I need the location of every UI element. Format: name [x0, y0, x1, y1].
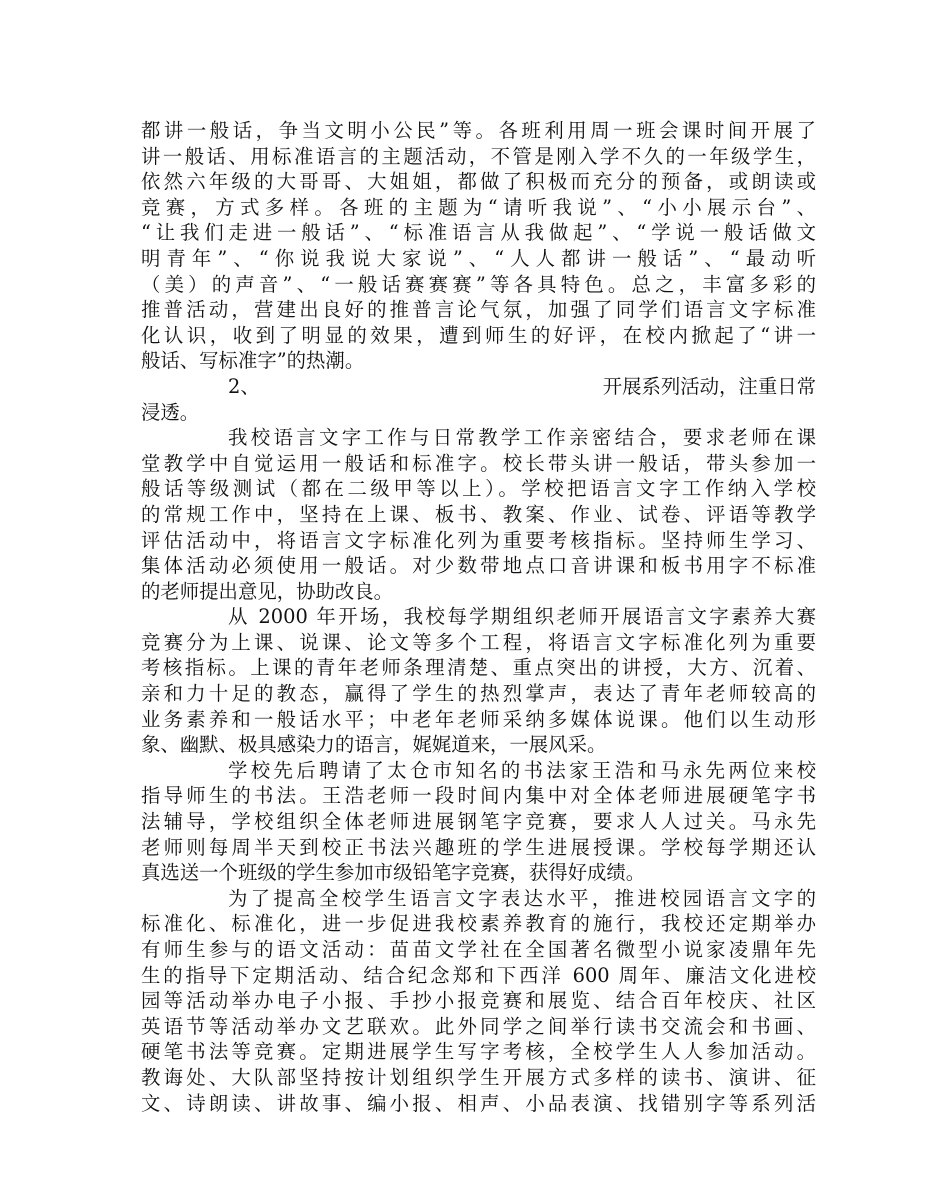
p5-line: 硬笔书法等竞赛。定期进展学生写字考核，全校学生人人参加活动。	[141, 1040, 816, 1064]
p1-line: 讲一般话、用标准语言的主题活动，不管是刚入学不久的一年级学生，	[141, 144, 816, 168]
p4-line: 指导师生的书法。王浩老师一段时间内集中对全体老师进展硬笔字书	[141, 784, 816, 808]
p3-line: 从 2000 年开场，我校每学期组织老师开展语言文字素养大赛	[228, 605, 816, 629]
p1-line: 推普活动，营建出良好的推普言论气氛，加强了同学们语言文字标准	[141, 298, 816, 322]
p4-line: 法辅导，学校组织全体老师进展钢笔字竞赛，要求人人过关。马永先	[141, 810, 816, 834]
p2-line: 评估活动中，将语言文字标准化列为重要考核指标。坚持师生学习、	[141, 528, 816, 552]
p3-line: 考核指标。上课的青年老师条理清楚、重点突出的讲授，大方、沉着、	[141, 656, 816, 680]
p3-line: 业务素养和一般话水平；中老年老师采纳多媒体说课。他们以生动形	[141, 707, 816, 731]
p2-line: 的常规工作中，坚持在上课、板书、教案、作业、试卷、评语等教学	[141, 502, 816, 526]
p2-line: 的老师提出意见，协助改良。	[141, 579, 394, 603]
p4-line: 学校先后聘请了太仓市知名的书法家王浩和马永先两位来校	[228, 758, 816, 782]
p4-line: 真选送一个班级的学生参加市级铅笔字竞赛，获得好成绩。	[141, 861, 646, 885]
body-text	[141, 118, 816, 1116]
p5-line: 园等活动举办电子小报、手抄小报竞赛和展览、结合百年校庆、社区	[141, 989, 816, 1013]
p5-line: 有师生参与的语文活动：苗苗文学社在全国著名微型小说家凌鼎年先	[141, 938, 816, 961]
p2-line: 堂教学中自觉运用一般话和标准字。校长带头讲一般话，带头参加一	[141, 451, 816, 475]
section-heading	[141, 374, 816, 400]
p5-line: 文、诗朗读、讲故事、编小报、相声、小品表演、找错别字等系列活	[141, 1091, 816, 1115]
p2-line: 集体活动必须使用一般话。对少数带地点口音讲课和板书用字不标准	[141, 554, 816, 578]
p2-line: 般话等级测试（都在二级甲等以上）。学校把语言文字工作纳入学校	[141, 477, 816, 501]
p1-line: 明青年”、“你说我说大家说”、“人人都讲一般话”、“最动听	[141, 246, 816, 270]
p1-line: 化认识，收到了明显的效果，遭到师生的好评，在校内掀起了“讲一	[141, 323, 816, 347]
p5-line: 英语节等活动举办文艺联欢。此外同学之间举行读书交流会和书画、	[141, 1014, 816, 1038]
p5-line: 为了提高全校学生语言文字表达水平，推进校园语言文字的	[228, 886, 816, 910]
p4-line: 老师则每周半天到校正书法兴趣班的学生进展授课。学校每学期还认	[141, 835, 816, 859]
p3-line: 亲和力十足的教态，赢得了学生的热烈掌声，表达了青年老师较高的	[141, 682, 816, 706]
p5-line: 生的指导下定期活动、结合纪念郑和下西洋 600 周年、廉洁文化进校	[141, 963, 816, 987]
p2-line: 我校语言文字工作与日常教学工作亲密结合，要求老师在课	[228, 426, 816, 450]
section-title-continuation: 浸透。	[141, 400, 200, 424]
p1-line: 般话、写标准字”的热潮。	[141, 349, 365, 373]
p3-line: 象、幽默、极具感染力的语言，娓娓道来，一展风采。	[141, 733, 607, 757]
p3-line: 竞赛分为上课、说课、论文等多个工程，将语言文字标准化列为重要	[141, 630, 816, 654]
p1-line: “让我们走进一般话”、“标准语言从我做起”、“学说一般话做文	[141, 221, 816, 245]
section-number: 2、	[228, 374, 260, 398]
section-title: 开展系列活动，注重日常	[602, 374, 816, 398]
p1-line: 依然六年级的大哥哥、大姐姐，都做了积极而充分的预备，或朗读或	[141, 170, 816, 194]
p1-line: （美）的声音”、“一般话赛赛赛”等各具特色。总之，丰富多彩的	[141, 272, 816, 296]
p1-line: 都讲一般话，争当文明小公民”等。各班利用周一班会课时间开展了	[141, 119, 816, 142]
p5-line: 教诲处、大队部坚持按计划组织学生开展方式多样的读书、演讲、征	[141, 1065, 816, 1089]
p5-line: 标准化、标准化，进一步促进我校素养教育的施行，我校还定期举办	[141, 912, 816, 936]
p1-line: 竞赛，方式多样。各班的主题为“请听我说”、“小小展示台”、	[141, 195, 816, 219]
